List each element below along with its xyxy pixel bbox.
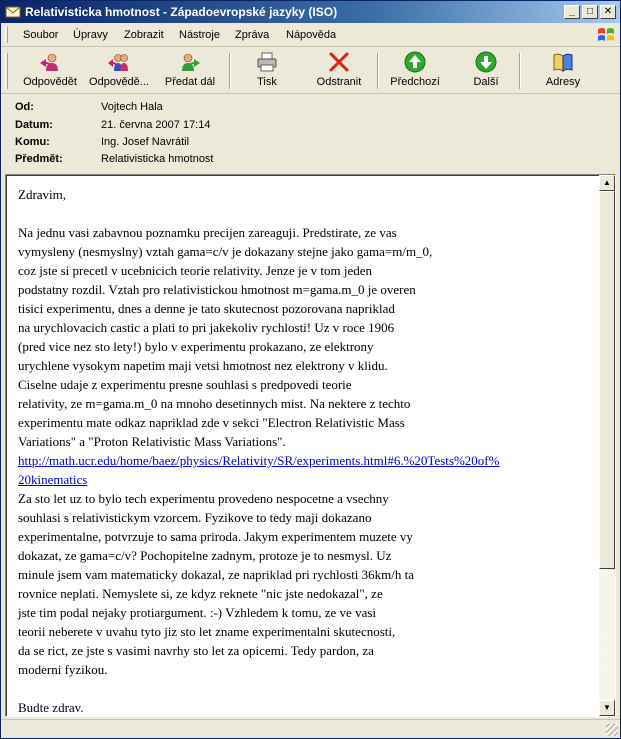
print-label: Tisk [257, 76, 277, 88]
body-line: Za sto let uz to bylo tech experimentu provedeno nespocetne a vsechny [18, 491, 389, 506]
message-body [18, 185, 598, 717]
body-line: na urychlovacich castic a plati to pri jakekoliv rychlosti! Uz v roce 1906 [18, 320, 395, 335]
body-line: moderni fyzikou. [18, 662, 108, 677]
to-label: Komu: [15, 136, 50, 148]
body-line: coz jste si precetl v ucebnicich teorie relativity. Jenze je v tom jeden [18, 263, 372, 278]
body-line: teorii neberete v uvahu tyto jiz sto let zname experimentalni skutecnosti, [18, 624, 396, 639]
forward-button[interactable] [157, 51, 223, 91]
body-line: (pred vice nez sto lety!) bylo v experimentu prokazano, ze elektrony [18, 339, 374, 354]
next-button[interactable] [459, 51, 513, 91]
next-label: Další [473, 76, 499, 88]
closing: Budte zdrav. [18, 700, 84, 715]
maximize-button[interactable]: □ [582, 5, 598, 19]
body-line: experimentalne, potvrzuje to sama priroda. Jakym experimentem muzete vy [18, 529, 413, 544]
forward-label: Předat dál [164, 76, 216, 88]
reply-icon [38, 51, 62, 73]
reply-all-button[interactable] [85, 51, 153, 91]
vertical-scrollbar[interactable] [599, 175, 615, 716]
body-line: vymysleny (nesmyslny) vztah gama=c/v je dokazany stejne jako gama=m/m_0, [18, 244, 433, 259]
date-label: Datum: [15, 119, 53, 131]
windows-logo-icon [596, 25, 616, 45]
addresses-button[interactable] [535, 51, 591, 91]
menu-message[interactable]: Zpráva [235, 29, 270, 41]
forward-icon [178, 51, 202, 73]
date-value: 21. června 2007 17:14 [101, 119, 211, 131]
menu-tools[interactable]: Nástroje [179, 29, 220, 41]
message-body-pane[interactable] [5, 174, 616, 717]
body-line: souhlasi s relativistickym vzorcem. Fyzikove to tedy maji dokazano [18, 510, 372, 525]
reply-label: Odpovědět [23, 76, 77, 88]
experiments-link[interactable] [18, 451, 598, 470]
menu-edit[interactable]: Úpravy [73, 29, 108, 41]
body-line: relativity, ze m=gama.m_0 na mnoho desetinnych mist. Na nektere z techto [18, 396, 411, 411]
body-line: rovnice neplati. Nemyslete si, ze kdyz reknete "nic jste nedokazal", ze [18, 586, 383, 601]
experiments-link-part2[interactable]: 20kinematics [18, 472, 88, 487]
minimize-button[interactable]: _ [564, 5, 580, 19]
to-value: Ing. Josef Navrátil [101, 136, 190, 148]
menu-view[interactable]: Zobrazit [124, 29, 164, 41]
addresses-label: Adresy [545, 76, 581, 88]
body-line: Ciselne udaje z experimentu presne souhlasi s predpovedi teorie [18, 377, 352, 392]
delete-button[interactable] [307, 51, 371, 91]
print-button[interactable] [241, 51, 293, 91]
address-book-icon [551, 51, 575, 73]
menu-grip[interactable] [5, 27, 8, 43]
greeting: Zdravim, [18, 187, 67, 202]
envelope-icon [5, 4, 21, 20]
scroll-down-button[interactable]: ▼ [599, 700, 615, 716]
body-line: urychlene vysokym napetim maji vetsi hmotnost nez elektrony v klidu. [18, 358, 388, 373]
message-headers [1, 95, 620, 173]
toolbar-separator [377, 53, 379, 89]
menu-bar [1, 23, 620, 47]
toolbar-separator [229, 53, 231, 89]
toolbar-separator [519, 53, 521, 89]
toolbar [1, 48, 620, 94]
body-line: tisici experimentu, dnes a denne je tato skutecnost pozorovana napriklad [18, 301, 395, 316]
menu-help[interactable]: Nápověda [286, 29, 337, 41]
body-line: da se rict, ze jste s vasimi navrhy sto let za opicemi. Tedy pardon, za [18, 643, 374, 658]
reply-all-icon [107, 51, 131, 73]
title-bar[interactable] [1, 1, 620, 23]
body-line: dokazat, ze gama=c/v? Pochopitelne zadnym, protoze je to nesmysl. Uz [18, 548, 392, 563]
toolbar-grip[interactable] [5, 53, 8, 89]
experiments-link-part1[interactable]: http://math.ucr.edu/home/baez/physics/Relativity/SR/experiments.html#6.%20Tests%20of% [18, 453, 500, 468]
body-line: experimentu mate odkaz napriklad zde v sekci "Electron Relativistic Mass [18, 415, 405, 430]
subject-value: Relativisticka hmotnost [101, 153, 214, 165]
menu-file[interactable]: Soubor [23, 29, 59, 41]
reply-button[interactable] [17, 51, 83, 91]
subject-label: Předmět: [15, 153, 63, 165]
body-line: Na jednu vasi zabavnou poznamku precijen zareaguji. Predstirate, ze vas [18, 225, 397, 240]
body-line: Variations" a "Proton Relativistic Mass Variations". [18, 434, 286, 449]
body-line: podstatny rozdil. Vztah pro relativistickou hmotnost m=gama.m_0 je overen [18, 282, 416, 297]
scroll-up-button[interactable]: ▲ [599, 175, 615, 191]
status-bar [1, 719, 620, 738]
from-label: Od: [15, 101, 34, 113]
body-line: jste tim podal nejaky protiargument. :-) Vzhledem k tomu, ze ve vasi [18, 605, 377, 620]
reply-all-label: Odpovědě... [89, 76, 149, 88]
delete-x-icon [327, 51, 351, 73]
experiments-link-cont[interactable] [18, 470, 598, 489]
window-title: Relativisticka hmotnost - Západoevropské jazyky (ISO) [25, 5, 338, 19]
previous-button[interactable] [385, 51, 445, 91]
resize-grip[interactable] [606, 724, 618, 736]
delete-label: Odstranit [316, 76, 362, 88]
scroll-thumb[interactable] [599, 191, 615, 569]
printer-icon [255, 51, 279, 73]
previous-label: Předchozí [390, 76, 440, 88]
arrow-up-icon [403, 51, 427, 73]
arrow-down-icon [474, 51, 498, 73]
body-line: minule jsem vam matematicky dokazal, ze napriklad pri rychlosti 36km/h ta [18, 567, 415, 582]
close-button[interactable]: ✕ [600, 5, 616, 19]
from-value: Vojtech Hala [101, 101, 163, 113]
